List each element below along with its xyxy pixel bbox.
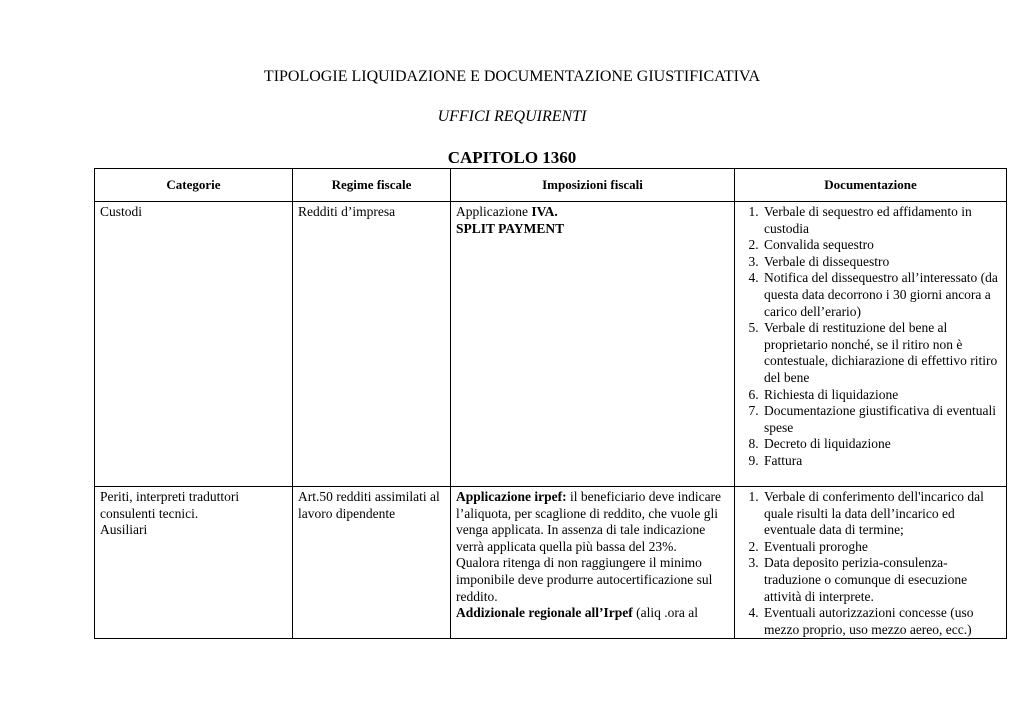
list-item: 1. Verbale di conferimento dell'incarico dal quale risulti la data dell’incarico ed eventuale data di termine; — [762, 489, 1001, 539]
imposizioni-text: Applicazione — [456, 204, 532, 219]
list-item: 1. Verbale di sequestro ed affidamento in custodia — [762, 204, 1001, 237]
documentation-list — [740, 204, 1001, 470]
list-item: 2. Convalida sequestro — [762, 237, 1001, 254]
chapter-title: CAPITOLO 1360 — [447, 148, 577, 167]
list-item: 8. Decreto di liquidazione — [762, 436, 1001, 453]
list-item: 7. Documentazione giustificativa di eventuali spese — [762, 403, 1001, 436]
table-row — [95, 202, 1007, 487]
list-item: 3. Verbale di dissequestro — [762, 254, 1001, 271]
imposizioni-paragraph — [456, 605, 729, 622]
imposizioni-bold-line: SPLIT PAYMENT — [456, 220, 565, 236]
cell-categoria: Custodi — [95, 202, 293, 487]
imposizioni-text: il beneficiario deve indicare l’aliquota, per scaglione di reddito, che vuole gli venga applicata. In assenza di tale indicazione verrà applicata quella più bassa del 23%. — [456, 489, 722, 554]
column-header-regime: Regime fiscale — [293, 169, 451, 202]
document-title: TIPOLOGIE LIQUIDAZIONE E DOCUMENTAZIONE GIUSTIFICATIVA — [263, 68, 761, 85]
cell-categoria — [95, 487, 293, 639]
imposizioni-line — [456, 204, 729, 221]
table-row — [95, 487, 1007, 639]
categoria-line: Periti, interpreti traduttori consulenti tecnici. — [100, 489, 240, 521]
imposizioni-paragraph — [456, 489, 729, 555]
cell-regime: Redditi d’impresa — [293, 202, 451, 487]
imposizioni-bold: Addizionale regionale all’Irpef — [456, 605, 633, 621]
column-header-documentazione: Documentazione — [735, 169, 1007, 202]
liquidation-table — [94, 168, 1007, 639]
imposizioni-text: (aliq .ora al — [632, 605, 698, 621]
list-item: 6. Richiesta di liquidazione — [762, 387, 1001, 404]
list-item: 2. Eventuali proroghe — [762, 539, 1001, 556]
list-item: 3. Data deposito perizia-consulenza-traduzione o comunque di esecuzione attività di interprete. — [762, 555, 1001, 605]
cell-documentazione — [735, 202, 1007, 487]
list-item: 4. Eventuali autorizzazioni concesse (uso mezzo proprio, uso mezzo aereo, ecc.) — [762, 605, 1001, 638]
list-item: 9. Fattura — [762, 453, 1001, 470]
categoria-line: Ausiliari — [100, 522, 148, 538]
list-item: 5. Verbale di restituzione del bene al proprietario nonché, se il ritiro non è contestuale, dichiarazione di effettivo ritiro del bene — [762, 320, 1001, 386]
cell-regime: Art.50 redditi assimilati al lavoro dipendente — [293, 487, 451, 639]
imposizioni-bold: Applicazione irpef: — [456, 489, 567, 504]
column-header-categorie: Categorie — [95, 169, 293, 202]
imposizioni-bold: IVA. — [531, 204, 558, 219]
imposizioni-paragraph: Qualora ritenga di non raggiungere il minimo imponibile deve produrre autocertificazione sul reddito. — [456, 555, 713, 604]
cell-documentazione — [735, 487, 1007, 639]
office-subtitle: UFFICI REQUIRENTI — [437, 108, 587, 125]
column-header-imposizioni: Imposizioni fiscali — [451, 169, 735, 202]
list-item: 4. Notifica del dissequestro all’interessato (da questa data decorrono i 30 giorni ancora a carico dell’erario) — [762, 270, 1001, 320]
cell-imposizioni — [451, 487, 735, 639]
table-header-row — [95, 169, 1007, 202]
cell-imposizioni — [451, 202, 735, 487]
documentation-list — [740, 489, 1001, 638]
